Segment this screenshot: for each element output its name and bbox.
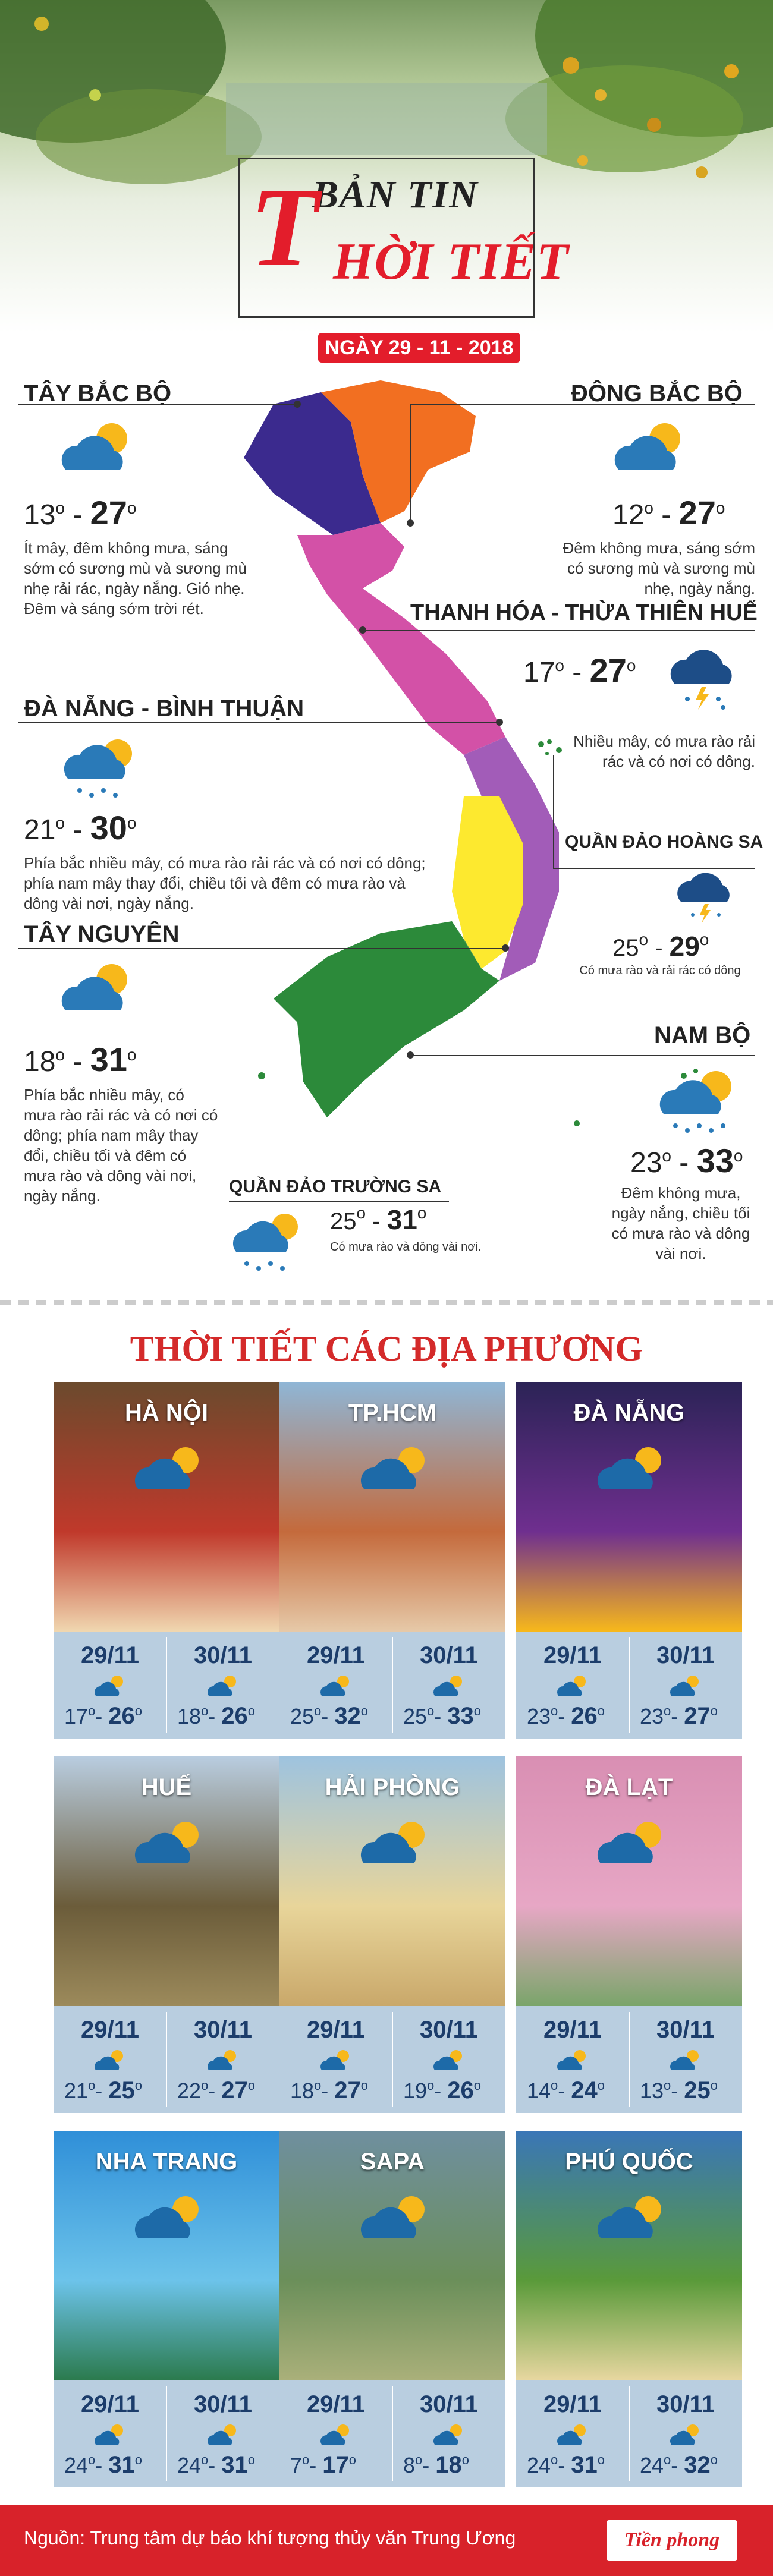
section-divider bbox=[0, 1300, 773, 1305]
forecast-temp-2: 13$^o$- 25$^o$ bbox=[640, 2077, 718, 2103]
temp-nam-bo: 23$^o$ - 33$^o$ bbox=[630, 1142, 743, 1179]
sun-rain-icon bbox=[59, 731, 143, 808]
forecast-date-1: 29/11 bbox=[81, 1642, 139, 1668]
forecast-icon-2 bbox=[205, 2048, 241, 2074]
forecast-date-1: 29/11 bbox=[543, 2391, 602, 2417]
island-dot bbox=[256, 1070, 268, 1082]
connector-dot bbox=[359, 626, 366, 634]
date-badge: NGÀY 29 - 11 - 2018 bbox=[318, 333, 520, 363]
temp-thanh-hoa: 17$^o$ - 27$^o$ bbox=[523, 651, 636, 689]
city-name: ĐÀ NẴNG bbox=[573, 1400, 685, 1426]
desc-dong-bac: Đêm không mưa, sáng sớm có sương mù và sương mù nhẹ, ngày nắng. bbox=[563, 539, 755, 597]
forecast-temp-2: 23$^o$- 27$^o$ bbox=[640, 1703, 718, 1729]
connector-nam-bo bbox=[410, 1055, 755, 1056]
hoang-sa-islands bbox=[535, 737, 571, 761]
forecast-icon-1 bbox=[318, 2422, 354, 2449]
desc-thanh-hoa: Nhiều mây, có mưa rào rải rác và có nơi có dông. bbox=[573, 732, 755, 770]
forecast-icon-2 bbox=[431, 2048, 467, 2074]
forecast-icon-1 bbox=[318, 2048, 354, 2074]
temp-tay-nguyen: 18$^o$ - 31$^o$ bbox=[24, 1041, 137, 1078]
forecast-date-1: 29/11 bbox=[543, 2017, 602, 2043]
city-card bbox=[54, 1756, 279, 2113]
forecast-icon-2 bbox=[431, 2422, 467, 2449]
forecast-icon-2 bbox=[668, 1673, 703, 1700]
forecast-temp-2: 25$^o$- 33$^o$ bbox=[403, 1703, 482, 1729]
sun-rain-icon bbox=[229, 1207, 306, 1278]
forecast-icon-2 bbox=[668, 2048, 703, 2074]
forecast-date-1: 29/11 bbox=[81, 2391, 139, 2417]
forecast-date-2: 30/11 bbox=[656, 1642, 715, 1668]
desc-nam-bo: Đêm không mưa, ngày nắng, chiều tối có mưa rào và dông vài nơi. bbox=[611, 1184, 750, 1262]
city-card bbox=[516, 1382, 742, 1739]
forecast-temp-2: 24$^o$- 31$^o$ bbox=[177, 2452, 256, 2478]
forecast-icon-1 bbox=[92, 1673, 128, 1700]
city-card bbox=[279, 2131, 505, 2487]
city-weather-icon bbox=[593, 1441, 671, 1501]
forecast-temp-1: 18$^o$- 27$^o$ bbox=[290, 2077, 369, 2103]
city-name: NHA TRANG bbox=[95, 2149, 238, 2175]
header-banner bbox=[0, 0, 773, 359]
forecast-date-1: 29/11 bbox=[81, 2017, 139, 2043]
map-region-bac-trung-bo bbox=[297, 523, 505, 755]
section-title: THỜI TIẾT CÁC ĐỊA PHƯƠNG bbox=[130, 1329, 643, 1368]
forecast-date-2: 30/11 bbox=[194, 2017, 252, 2043]
forecast-temp-1: 23$^o$- 26$^o$ bbox=[527, 1703, 605, 1729]
tienphong-logo: Tiền phong bbox=[607, 2520, 737, 2561]
source-text: Nguồn: Trung tâm dự báo khí tượng thủy văn Trung Ương bbox=[24, 2527, 516, 2549]
city-card bbox=[54, 2131, 279, 2487]
connector-dot bbox=[502, 944, 509, 952]
city-name: SAPA bbox=[360, 2149, 425, 2175]
forecast-date-2: 30/11 bbox=[420, 1642, 478, 1668]
temp-tay-bac: 13$^o$ - 27$^o$ bbox=[24, 494, 137, 531]
sun-cloud-icon bbox=[54, 957, 137, 1022]
region-name-nam-bo: NAM BỘ bbox=[654, 1022, 751, 1048]
city-card bbox=[516, 2131, 742, 2487]
thunderstorm-icon bbox=[675, 865, 740, 930]
region-name-thanh-hoa: THANH HÓA - THỪA THIÊN HUẾ bbox=[410, 600, 758, 625]
city-weather-icon bbox=[131, 1816, 208, 1875]
region-name-da-nang: ĐÀ NẴNG - BÌNH THUẬN bbox=[24, 695, 304, 722]
city-card bbox=[516, 1756, 742, 2113]
city-weather-icon bbox=[357, 1441, 434, 1501]
map-region-nam-bo bbox=[274, 921, 499, 1117]
temp-dong-bac: 12$^o$ - 27$^o$ bbox=[612, 494, 725, 531]
city-name: HUẾ bbox=[141, 1774, 192, 1800]
city-name: TP.HCM bbox=[348, 1400, 437, 1426]
forecast-temp-2: 19$^o$- 26$^o$ bbox=[403, 2077, 482, 2103]
connector-truong-sa bbox=[229, 1201, 449, 1202]
partly-cloudy-sun-icon bbox=[607, 416, 690, 481]
forecast-icon-2 bbox=[431, 1673, 467, 1700]
forecast-date-2: 30/11 bbox=[194, 2391, 252, 2417]
region-name-tay-nguyen: TÂY NGUYÊN bbox=[24, 921, 180, 947]
temp-truong-sa: 25$^o$ - 31$^o$ bbox=[330, 1204, 427, 1235]
forecast-date-2: 30/11 bbox=[420, 2017, 478, 2043]
temp-da-nang: 21$^o$ - 30$^o$ bbox=[24, 809, 137, 846]
vietnam-map bbox=[226, 369, 559, 1141]
footer bbox=[0, 2505, 773, 2576]
region-name-hoang-sa: QUẦN ĐẢO HOÀNG SA bbox=[565, 832, 763, 852]
forecast-icon-1 bbox=[555, 2048, 590, 2074]
forecast-date-1: 29/11 bbox=[307, 2391, 365, 2417]
forecast-icon-1 bbox=[555, 2422, 590, 2449]
forecast-temp-1: 24$^o$- 31$^o$ bbox=[527, 2452, 605, 2478]
city-weather-icon bbox=[357, 2190, 434, 2250]
connector-dong-bac-v bbox=[410, 404, 411, 523]
forecast-date-2: 30/11 bbox=[656, 2391, 715, 2417]
city-card bbox=[54, 1382, 279, 1739]
forecast-temp-2: 18$^o$- 26$^o$ bbox=[177, 1703, 256, 1729]
forecast-icon-2 bbox=[205, 2422, 241, 2449]
forecast-icon-1 bbox=[92, 2422, 128, 2449]
forecast-icon-1 bbox=[318, 1673, 354, 1700]
title-line1: BẢN TIN bbox=[312, 173, 479, 216]
forecast-temp-1: 14$^o$- 24$^o$ bbox=[527, 2077, 605, 2103]
city-weather-icon bbox=[593, 2190, 671, 2250]
city-weather-icon bbox=[593, 1816, 671, 1875]
connector-dot bbox=[407, 519, 414, 527]
forecast-date-1: 29/11 bbox=[543, 1642, 602, 1668]
title-line2: HỜI TIẾT bbox=[333, 233, 569, 291]
connector-hoang-sa bbox=[553, 755, 554, 868]
connector-tay-nguyen bbox=[18, 948, 505, 949]
temp-hoang-sa: 25$^o$ - 29$^o$ bbox=[612, 930, 709, 962]
forecast-date-2: 30/11 bbox=[194, 1642, 252, 1668]
desc-da-nang: Phía bắc nhiều mây, có mưa rào rải rác và có nơi có dông; phía nam mây thay đổi, chiều tối và đêm có mưa rào và dông vài nơi, ngày nắng. bbox=[24, 854, 426, 912]
forecast-temp-1: 21$^o$- 25$^o$ bbox=[64, 2077, 143, 2103]
forecast-temp-2: 8$^o$- 18$^o$ bbox=[403, 2452, 470, 2478]
forecast-icon-1 bbox=[92, 2048, 128, 2074]
forecast-icon-2 bbox=[205, 1673, 241, 1700]
region-name-dong-bac: ĐÔNG BẮC BỘ bbox=[571, 380, 743, 407]
island-dot bbox=[571, 1117, 583, 1129]
forecast-date-1: 29/11 bbox=[307, 2017, 365, 2043]
city-name: HẢI PHÒNG bbox=[325, 1774, 460, 1800]
city-name: PHÚ QUỐC bbox=[565, 2149, 693, 2175]
forecast-temp-2: 24$^o$- 32$^o$ bbox=[640, 2452, 718, 2478]
forecast-temp-1: 7$^o$- 17$^o$ bbox=[290, 2452, 357, 2478]
forecast-temp-1: 24$^o$- 31$^o$ bbox=[64, 2452, 143, 2478]
region-name-tay-bac: TÂY BẮC BỘ bbox=[24, 380, 172, 407]
title-big-letter: T bbox=[250, 165, 319, 290]
city-weather-icon bbox=[131, 1441, 208, 1501]
desc-truong-sa: Có mưa rào và dông vài nơi. bbox=[330, 1240, 482, 1254]
city-weather-icon bbox=[131, 2190, 208, 2250]
forecast-date-2: 30/11 bbox=[656, 2017, 715, 2043]
city-name: ĐÀ LẠT bbox=[585, 1774, 673, 1800]
forecast-icon-1 bbox=[555, 1673, 590, 1700]
sun-rain-icon bbox=[654, 1064, 743, 1141]
connector-dot bbox=[407, 1051, 414, 1059]
desc-tay-bac: Ít mây, đêm không mưa, sáng sớm có sương mù và sương mù nhẹ rải rác, ngày nắng. Gió nhẹ. Đêm và sáng sớm trời rét. bbox=[24, 539, 247, 618]
connector-da-nang bbox=[18, 722, 499, 723]
city-name: HÀ NỘI bbox=[125, 1400, 208, 1426]
city-weather-icon bbox=[357, 1816, 434, 1875]
city-card bbox=[279, 1382, 505, 1739]
connector-thanh-hoa bbox=[363, 630, 755, 631]
thunderstorm-icon bbox=[666, 642, 749, 713]
connector-dot bbox=[294, 401, 301, 408]
forecast-icon-2 bbox=[668, 2422, 703, 2449]
partly-cloudy-sun-icon bbox=[54, 416, 137, 481]
desc-hoang-sa: Có mưa rào và rải rác có dông bbox=[579, 964, 741, 977]
region-name-truong-sa: QUẦN ĐẢO TRƯỜNG SA bbox=[229, 1177, 442, 1196]
forecast-temp-1: 25$^o$- 32$^o$ bbox=[290, 1703, 369, 1729]
forecast-date-1: 29/11 bbox=[307, 1642, 365, 1668]
forecast-temp-1: 17$^o$- 26$^o$ bbox=[64, 1703, 143, 1729]
forecast-temp-2: 22$^o$- 27$^o$ bbox=[177, 2077, 256, 2103]
connector-dot bbox=[496, 719, 503, 726]
desc-tay-nguyen: Phía bắc nhiều mây, có mưa rào rải rác và có nơi có dông; phía nam mây thay đổi, chiều tối và đêm có mưa rào và dông vài nơi, ngày nắng. bbox=[24, 1086, 218, 1205]
forecast-date-2: 30/11 bbox=[420, 2391, 478, 2417]
city-card bbox=[279, 1756, 505, 2113]
